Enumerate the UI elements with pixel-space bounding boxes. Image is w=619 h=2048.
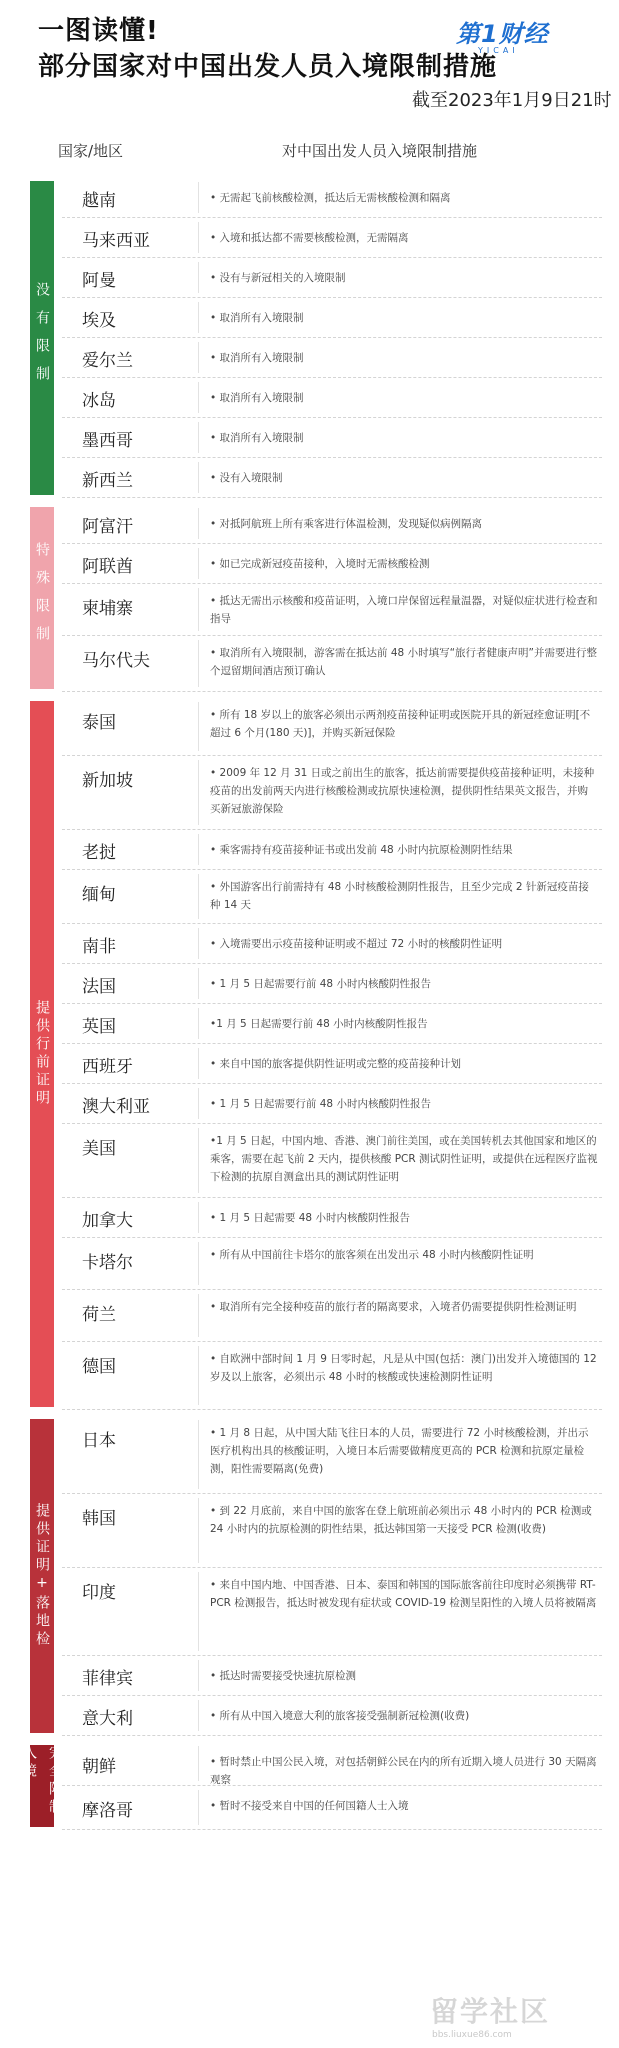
section-label: 完全限制入境 (21, 1745, 63, 1817)
table-row (62, 458, 602, 498)
section-label: 没有限制 (34, 282, 50, 394)
table-row (62, 1290, 602, 1342)
country-name: 越南 (82, 191, 116, 211)
entry-measure: • 取消所有入境限制 (210, 352, 304, 364)
table-row (62, 1494, 602, 1568)
entry-measure: • 1 月 8 日起，从中国大陆飞往日本的人员，需要进行 72 小时核酸检测，并出示医疗机构出具的核酸证明，入境日本后需要做精度更高的 PCR 检测和抗原定量检测，阳性需要隔离(免费) (210, 1427, 589, 1475)
row-divider (198, 508, 199, 539)
row-divider (198, 1346, 199, 1405)
entry-measure: • 1 月 5 日起需要行前 48 小时内核酸阴性报告 (210, 978, 431, 990)
country-name: 法国 (82, 977, 116, 997)
country-name: 南非 (82, 937, 116, 957)
row-divider (198, 342, 199, 373)
country-name: 阿曼 (82, 271, 116, 291)
entry-measure: • 暂时禁止中国公民入境，对包括朝鲜公民在内的所有近期入境人员进行 30 天隔离观察 (210, 1756, 597, 1786)
entry-measure: • 1 月 5 日起需要行前 48 小时内核酸阴性报告 (210, 1098, 431, 1110)
entry-measure: • 取消所有入境限制 (210, 432, 304, 444)
entry-measure: • 取消所有完全接种疫苗的旅行者的隔离要求，入境者仍需要提供阴性检测证明 (210, 1301, 577, 1313)
table-row (62, 1044, 602, 1084)
row-divider (198, 1498, 199, 1563)
row-divider (198, 1088, 199, 1119)
country-name: 柬埔寨 (82, 599, 133, 619)
country-name: 埃及 (82, 311, 116, 331)
entry-measure: • 入境和抵达都不需要核酸检测，无需隔离 (210, 232, 409, 244)
country-name: 泰国 (82, 713, 116, 733)
table-row (62, 1696, 602, 1736)
table-row (62, 830, 602, 870)
entry-measure: • 2009 年 12 月 31 日或之前出生的旅客，抵达前需要提供疫苗接种证明，未接种疫苗的出发前两天内进行核酸检测或抗原快速检测，提供阴性结果英文报告，并购买新冠旅游保险 (210, 767, 595, 815)
entry-measure: • 来自中国内地、中国香港、日本、泰国和韩国的国际旅客前往印度时必须携带 RT-PCR 检测报告，抵达时被发现有症状或 COVID-19 检测呈阳性的入境人员将被隔离 (210, 1579, 597, 1609)
country-name: 印度 (82, 1583, 116, 1603)
table-row (62, 418, 602, 458)
row-divider (198, 302, 199, 333)
row-divider (198, 928, 199, 959)
entry-measure: • 抵达时需要接受快速抗原检测 (210, 1670, 357, 1682)
section-label: 特殊限制 (34, 542, 50, 654)
entry-measure: • 暂时不接受来自中国的任何国籍人士入境 (210, 1800, 409, 1812)
entry-measure: • 1 月 5 日起需要 48 小时内核酸阴性报告 (210, 1212, 410, 1224)
row-divider (198, 548, 199, 579)
table-row (62, 1124, 602, 1198)
section-label-bar (30, 701, 54, 1407)
table-row (62, 1416, 602, 1494)
row-divider (198, 1294, 199, 1337)
table-row (62, 1656, 602, 1696)
row-divider (198, 702, 199, 751)
table-row (62, 1198, 602, 1238)
entry-measure: • 到 22 月底前，来自中国的旅客在登上航班前必须出示 48 小时内的 PCR 检测或 24 小时内的抗原检测的阴性结果，抵达韩国第一天接受 PCR 检测(收费) (210, 1505, 592, 1535)
country-name: 荷兰 (82, 1305, 116, 1325)
watermark: 留学社区 (430, 1995, 551, 2028)
row-divider (198, 1572, 199, 1651)
row-divider (198, 1790, 199, 1825)
column-header-country: 国家/地区 (58, 142, 124, 160)
row-divider (198, 1746, 199, 1781)
row-divider (198, 1128, 199, 1193)
country-name: 摩洛哥 (82, 1801, 133, 1821)
table-row (62, 338, 602, 378)
entry-measure: •1 月 5 日起，中国内地、香港、澳门前往美国，或在美国转机去其他国家和地区的乘客，需要在起飞前 2 天内，提供核酸 PCR 测试阴性证明，或提供在远程医疗监视下检测的抗原自测盒出具的测试阴性证明 (210, 1135, 598, 1183)
country-name: 阿富汗 (82, 517, 133, 537)
country-name: 加拿大 (82, 1211, 133, 1231)
table-row (62, 1742, 602, 1786)
yicai-logo-sub: YICAI (478, 46, 519, 55)
table-row (62, 258, 602, 298)
table-row (62, 544, 602, 584)
row-divider (198, 1202, 199, 1233)
entry-measure: • 来自中国的旅客提供阴性证明或完整的疫苗接种计划 (210, 1058, 462, 1070)
table-row (62, 636, 602, 692)
entry-measure: • 如已完成新冠疫苗接种，入境时无需核酸检测 (210, 558, 430, 570)
section-label-bar (30, 181, 54, 495)
entry-measure: • 取消所有入境限制，游客需在抵达前 48 小时填写“旅行者健康声明”并需要进行整个逗留期间酒店预订确认 (210, 647, 597, 677)
table-row (62, 1568, 602, 1656)
entry-measure: • 取消所有入境限制 (210, 392, 304, 404)
table-row (62, 1786, 602, 1830)
watermark-url: bbs.liuxue86.com (432, 2030, 512, 2040)
country-name: 英国 (82, 1017, 116, 1037)
table-row (62, 1238, 602, 1290)
yicai-logo: 第1财经 (456, 20, 549, 48)
entry-measure: • 没有入境限制 (210, 472, 283, 484)
table-row (62, 1342, 602, 1410)
entry-measure: • 抵达无需出示核酸和疫苗证明，入境口岸保留远程量温器，对疑似症状进行检查和指导 (210, 595, 598, 625)
entry-measure: • 所有从中国入境意大利的旅客接受强制新冠检测(收费) (210, 1710, 470, 1722)
entry-measure: • 取消所有入境限制 (210, 312, 304, 324)
row-divider (198, 222, 199, 253)
country-name: 马来西亚 (82, 231, 150, 251)
country-name: 墨西哥 (82, 431, 133, 451)
entry-measure: • 对抵阿航班上所有乘客进行体温检测，发现疑似病例隔离 (210, 518, 483, 530)
row-divider (198, 1700, 199, 1731)
entry-measure: • 自欧洲中部时间 1 月 9 日零时起，凡是从中国(包括：澳门)出发并入境德国的 12 岁及以上旅客，必须出示 48 小时的核酸或快速检测阴性证明 (210, 1353, 597, 1383)
entry-measure: • 入境需要出示疫苗接种证明或不超过 72 小时的核酸阴性证明 (210, 938, 503, 950)
table-row (62, 924, 602, 964)
entry-measure: • 无需起飞前核酸检测，抵达后无需核酸检测和隔离 (210, 192, 451, 204)
row-divider (198, 1008, 199, 1039)
country-name: 朝鲜 (82, 1757, 116, 1777)
table-row (62, 298, 602, 338)
row-divider (198, 182, 199, 213)
entry-measure: • 所有从中国前往卡塔尔的旅客须在出发出示 48 小时内核酸阴性证明 (210, 1249, 534, 1261)
section-label: 提供行前证明 (34, 1000, 50, 1108)
entry-measure: • 所有 18 岁以上的旅客必须出示两剂疫苗接种证明或医院开具的新冠痊愈证明[不超过 6 个月(180 天)]，并购买新冠保险 (210, 709, 591, 739)
country-name: 澳大利亚 (82, 1097, 150, 1117)
row-divider (198, 382, 199, 413)
row-divider (198, 1660, 199, 1691)
table-row (62, 698, 602, 756)
table-row (62, 504, 602, 544)
header (0, 0, 619, 118)
title-line-2: 部分国家对中国出发人员入境限制措施 (38, 52, 498, 82)
row-divider (198, 462, 199, 493)
country-name: 德国 (82, 1357, 116, 1377)
row-divider (198, 760, 199, 825)
table-row (62, 1084, 602, 1124)
table-row (62, 178, 602, 218)
country-name: 爱尔兰 (82, 351, 133, 371)
row-divider (198, 588, 199, 631)
table-row (62, 1004, 602, 1044)
country-name: 美国 (82, 1139, 116, 1159)
entry-measure: •1 月 5 日起需要行前 48 小时内核酸阴性报告 (210, 1018, 428, 1030)
section-label-bar (21, 1745, 63, 1827)
row-divider (198, 262, 199, 293)
row-divider (198, 1048, 199, 1079)
row-divider (198, 640, 199, 687)
country-name: 西班牙 (82, 1057, 133, 1077)
table-row (62, 756, 602, 830)
table-row (62, 378, 602, 418)
country-name: 马尔代夫 (82, 651, 150, 671)
country-name: 卡塔尔 (82, 1253, 133, 1273)
entry-measure: • 没有与新冠相关的入境限制 (210, 272, 346, 284)
country-name: 意大利 (82, 1709, 133, 1729)
entry-measure: • 外国游客出行前需持有 48 小时核酸检测阴性报告，且至少完成 2 针新冠疫苗接种 14 天 (210, 881, 589, 911)
row-divider (198, 1420, 199, 1489)
row-divider (198, 874, 199, 919)
country-name: 菲律宾 (82, 1669, 133, 1689)
country-name: 新西兰 (82, 471, 133, 491)
section-label: 提供证明+落地检 (34, 1503, 50, 1649)
row-divider (198, 968, 199, 999)
column-header-measure: 对中国出发人员入境限制措施 (282, 142, 478, 160)
section-label-bar (30, 507, 54, 689)
table-row (62, 964, 602, 1004)
title-line-1: 一图读懂! (38, 16, 159, 46)
table-row (62, 584, 602, 636)
table-row (62, 218, 602, 258)
table-row (62, 870, 602, 924)
country-name: 新加坡 (82, 771, 133, 791)
country-name: 阿联酋 (82, 557, 133, 577)
row-divider (198, 834, 199, 865)
country-name: 缅甸 (82, 885, 116, 905)
country-name: 日本 (82, 1431, 116, 1451)
section-label-bar (30, 1419, 54, 1733)
country-name: 老挝 (82, 843, 116, 863)
row-divider (198, 1242, 199, 1285)
row-divider (198, 422, 199, 453)
entry-measure: • 乘客需持有疫苗接种证书或出发前 48 小时内抗原检测阴性结果 (210, 844, 513, 856)
country-name: 韩国 (82, 1509, 116, 1529)
country-name: 冰岛 (82, 391, 116, 411)
as-of-date: 截至2023年1月9日21时 (412, 90, 612, 111)
